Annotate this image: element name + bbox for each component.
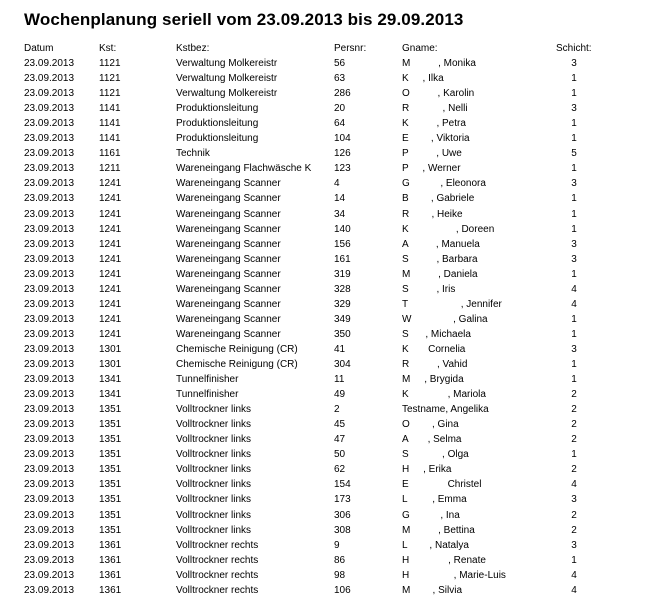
cell-schicht: 5 [571, 148, 577, 160]
cell-kstbez: Tunnelfinisher [176, 389, 239, 401]
table-row [0, 237, 650, 252]
cell-gname: K , Mariola [402, 389, 486, 401]
cell-datum: 23.09.2013 [24, 238, 75, 250]
table-row [0, 252, 650, 267]
cell-schicht: 3 [571, 238, 577, 250]
cell-gname: M , Bettina [402, 524, 475, 536]
cell-schicht: 4 [571, 283, 577, 295]
cell-schicht: 1 [571, 223, 577, 235]
cell-gname: W , Galina [402, 313, 488, 325]
cell-persnr: 56 [334, 58, 346, 69]
table-row [0, 432, 650, 447]
cell-schicht: 3 [571, 253, 577, 265]
cell-persnr: 123 [334, 163, 351, 175]
column-header-kstbez: Kstbez: [176, 43, 210, 54]
cell-gname: L , Emma [402, 494, 467, 506]
cell-kst: 1241 [99, 178, 122, 190]
cell-kstbez: Chemische Reinigung (CR) [176, 359, 298, 370]
cell-kst: 1241 [99, 328, 122, 340]
cell-kst: 1121 [99, 58, 121, 69]
cell-schicht: 2 [571, 464, 577, 476]
cell-datum: 23.09.2013 [24, 193, 75, 205]
cell-persnr: 304 [334, 359, 351, 370]
cell-kstbez: Wareneingang Scanner [176, 208, 281, 220]
cell-datum: 23.09.2013 [24, 569, 75, 581]
table-row [0, 161, 650, 176]
cell-datum: 23.09.2013 [24, 524, 75, 536]
cell-gname: K , Petra [402, 118, 466, 130]
cell-persnr: 11 [334, 374, 345, 386]
table-row [0, 191, 650, 206]
cell-gname: R , Vahid [402, 359, 468, 370]
cell-gname: L , Natalya [402, 539, 469, 551]
table-row [0, 222, 650, 237]
cell-kst: 1241 [99, 208, 122, 220]
cell-schicht: 3 [571, 178, 577, 190]
cell-persnr: 64 [334, 118, 346, 130]
table-row [0, 131, 650, 146]
cell-schicht: 2 [571, 434, 577, 446]
cell-kst: 1351 [99, 509, 122, 521]
cell-kst: 1141 [99, 133, 121, 145]
cell-kstbez: Wareneingang Scanner [176, 328, 281, 340]
cell-datum: 23.09.2013 [24, 298, 75, 310]
cell-kst: 1161 [99, 148, 121, 160]
cell-schicht: 3 [571, 343, 577, 355]
table-row [0, 267, 650, 282]
cell-schicht: 3 [571, 494, 577, 506]
cell-datum: 23.09.2013 [24, 223, 75, 235]
cell-datum: 23.09.2013 [24, 283, 75, 295]
table-row [0, 402, 650, 417]
cell-kstbez: Wareneingang Scanner [176, 178, 281, 190]
cell-schicht: 1 [571, 88, 577, 100]
cell-schicht: 1 [571, 374, 577, 386]
cell-persnr: 154 [334, 479, 351, 491]
cell-gname: A , Manuela [402, 238, 480, 250]
cell-gname: H , Erika [402, 464, 452, 476]
cell-datum: 23.09.2013 [24, 539, 75, 551]
cell-gname: T , Jennifer [402, 298, 502, 310]
cell-gname: M , Brygida [402, 374, 464, 386]
cell-persnr: 126 [334, 148, 351, 160]
cell-kst: 1351 [99, 404, 122, 416]
cell-datum: 23.09.2013 [24, 479, 75, 491]
cell-kstbez: Verwaltung Molkereistr [176, 73, 278, 85]
cell-gname: B , Gabriele [402, 193, 475, 205]
table-row [0, 357, 650, 372]
table-row [0, 523, 650, 538]
cell-gname: S , Barbara [402, 253, 478, 265]
table-row [0, 176, 650, 191]
cell-gname: H , Marie-Luis [402, 569, 506, 581]
cell-kst: 1351 [99, 419, 122, 431]
cell-kst: 1361 [99, 569, 122, 581]
table-row [0, 101, 650, 116]
cell-datum: 23.09.2013 [24, 464, 75, 476]
cell-kstbez: Volltrockner rechts [176, 539, 259, 551]
cell-gname: K , Doreen [402, 223, 495, 235]
cell-kstbez: Produktionsleitung [176, 118, 259, 130]
column-header-gname: Gname: [402, 43, 438, 54]
cell-persnr: 173 [334, 494, 351, 506]
table-row [0, 327, 650, 342]
cell-kstbez: Volltrockner rechts [176, 569, 259, 581]
cell-kst: 1121 [99, 73, 121, 85]
cell-datum: 23.09.2013 [24, 584, 75, 596]
cell-kst: 1141 [99, 118, 121, 130]
cell-kstbez: Wareneingang Scanner [176, 253, 281, 265]
table-row [0, 282, 650, 297]
table-row [0, 462, 650, 477]
table-header [0, 41, 650, 56]
cell-schicht: 2 [571, 404, 577, 416]
table-row [0, 207, 650, 222]
cell-gname: M , Monika [402, 58, 476, 69]
cell-kst: 1241 [99, 253, 122, 265]
cell-datum: 23.09.2013 [24, 148, 75, 160]
cell-kst: 1341 [99, 374, 122, 386]
cell-gname: S , Michaela [402, 328, 471, 340]
cell-datum: 23.09.2013 [24, 434, 75, 446]
table-row [0, 56, 650, 71]
column-header-schicht: Schicht: [556, 43, 592, 54]
cell-datum: 23.09.2013 [24, 58, 75, 69]
cell-gname: G , Eleonora [402, 178, 486, 190]
cell-kst: 1341 [99, 389, 122, 401]
cell-gname: G , Ina [402, 509, 460, 521]
table-row [0, 297, 650, 312]
cell-datum: 23.09.2013 [24, 359, 75, 370]
cell-datum: 23.09.2013 [24, 73, 75, 85]
table-row [0, 387, 650, 402]
cell-schicht: 3 [571, 103, 577, 115]
table-row [0, 372, 650, 387]
cell-kstbez: Volltrockner links [176, 494, 252, 506]
cell-datum: 23.09.2013 [24, 449, 75, 461]
table-row [0, 583, 650, 598]
cell-kstbez: Produktionsleitung [176, 133, 259, 145]
cell-datum: 23.09.2013 [24, 343, 75, 355]
cell-datum: 23.09.2013 [24, 404, 75, 416]
cell-persnr: 161 [334, 253, 351, 265]
cell-persnr: 328 [334, 283, 351, 295]
cell-persnr: 34 [334, 208, 346, 220]
cell-kstbez: Volltrockner links [176, 479, 252, 491]
column-header-persnr: Persnr: [334, 43, 367, 54]
cell-kstbez: Wareneingang Flachwäsche K [176, 163, 312, 175]
cell-gname: P , Werner [402, 163, 461, 175]
cell-kstbez: Volltrockner rechts [176, 554, 259, 566]
cell-persnr: 86 [334, 554, 346, 566]
column-header-kst: Kst: [99, 43, 117, 54]
cell-schicht: 2 [571, 509, 577, 521]
cell-persnr: 140 [334, 223, 351, 235]
cell-kst: 1141 [99, 103, 121, 115]
cell-persnr: 308 [334, 524, 351, 536]
cell-kstbez: Wareneingang Scanner [176, 313, 281, 325]
cell-persnr: 98 [334, 569, 346, 581]
cell-kstbez: Volltrockner links [176, 509, 252, 521]
cell-schicht: 1 [571, 73, 577, 85]
cell-datum: 23.09.2013 [24, 253, 75, 265]
cell-kstbez: Wareneingang Scanner [176, 193, 281, 205]
cell-schicht: 1 [571, 449, 577, 461]
table-row [0, 417, 650, 432]
cell-gname: M , Daniela [402, 268, 478, 280]
cell-persnr: 306 [334, 509, 351, 521]
cell-persnr: 2 [334, 404, 340, 416]
cell-gname: H , Renate [402, 554, 486, 566]
cell-schicht: 4 [571, 584, 577, 596]
cell-schicht: 1 [571, 118, 577, 130]
cell-kstbez: Volltrockner links [176, 404, 252, 416]
cell-persnr: 63 [334, 73, 346, 85]
cell-persnr: 9 [334, 539, 340, 551]
cell-datum: 23.09.2013 [24, 208, 75, 220]
cell-schicht: 4 [571, 298, 577, 310]
cell-datum: 23.09.2013 [24, 163, 75, 175]
table-row [0, 116, 650, 131]
cell-kst: 1241 [99, 283, 122, 295]
cell-persnr: 349 [334, 313, 351, 325]
cell-kst: 1211 [99, 163, 121, 175]
table-row [0, 492, 650, 507]
cell-datum: 23.09.2013 [24, 509, 75, 521]
cell-kst: 1351 [99, 434, 122, 446]
cell-schicht: 1 [571, 554, 577, 566]
table-row [0, 553, 650, 568]
cell-gname: S , Iris [402, 283, 456, 295]
cell-kstbez: Volltrockner links [176, 449, 252, 461]
cell-kst: 1241 [99, 268, 122, 280]
cell-persnr: 350 [334, 328, 351, 340]
table-row [0, 568, 650, 583]
cell-kstbez: Wareneingang Scanner [176, 298, 281, 310]
cell-kstbez: Produktionsleitung [176, 103, 259, 115]
table-row [0, 538, 650, 553]
cell-gname: O , Gina [402, 419, 459, 431]
cell-datum: 23.09.2013 [24, 103, 75, 115]
cell-gname: E Christel [402, 479, 482, 491]
cell-datum: 23.09.2013 [24, 374, 75, 386]
cell-kstbez: Volltrockner links [176, 434, 252, 446]
cell-kstbez: Verwaltung Molkereistr [176, 88, 278, 100]
cell-kstbez: Wareneingang Scanner [176, 268, 281, 280]
cell-persnr: 106 [334, 584, 351, 596]
cell-kst: 1241 [99, 313, 122, 325]
cell-datum: 23.09.2013 [24, 268, 75, 280]
cell-kst: 1241 [99, 238, 122, 250]
table-row [0, 71, 650, 86]
cell-persnr: 20 [334, 103, 346, 115]
cell-gname: Testname, Angelika [402, 404, 489, 416]
cell-kstbez: Verwaltung Molkereistr [176, 58, 278, 69]
table-row [0, 342, 650, 357]
cell-gname: K Cornelia [402, 343, 466, 355]
cell-datum: 23.09.2013 [24, 133, 75, 145]
cell-kst: 1351 [99, 479, 122, 491]
cell-gname: E , Viktoria [402, 133, 470, 145]
cell-persnr: 329 [334, 298, 351, 310]
column-header-datum: Datum [24, 43, 54, 54]
table-row [0, 508, 650, 523]
cell-kst: 1241 [99, 223, 122, 235]
table-row [0, 146, 650, 161]
cell-kstbez: Tunnelfinisher [176, 374, 239, 386]
cell-gname: O , Karolin [402, 88, 475, 100]
cell-kstbez: Wareneingang Scanner [176, 283, 281, 295]
cell-schicht: 1 [571, 328, 577, 340]
cell-schicht: 1 [571, 193, 577, 205]
cell-kstbez: Wareneingang Scanner [176, 223, 281, 235]
cell-schicht: 4 [571, 479, 577, 491]
cell-kst: 1241 [99, 298, 122, 310]
cell-datum: 23.09.2013 [24, 419, 75, 431]
cell-kstbez: Volltrockner rechts [176, 584, 259, 596]
cell-persnr: 14 [334, 193, 346, 205]
cell-gname: R , Heike [402, 208, 463, 220]
cell-kst: 1361 [99, 584, 122, 596]
cell-kst: 1351 [99, 449, 122, 461]
cell-schicht: 1 [571, 163, 577, 175]
cell-gname: S , Olga [402, 449, 469, 461]
cell-schicht: 2 [571, 524, 577, 536]
cell-datum: 23.09.2013 [24, 313, 75, 325]
cell-kst: 1361 [99, 554, 122, 566]
cell-persnr: 156 [334, 238, 351, 250]
cell-kst: 1241 [99, 193, 122, 205]
cell-schicht: 2 [571, 419, 577, 431]
cell-kst: 1301 [99, 359, 122, 370]
cell-persnr: 319 [334, 268, 351, 280]
table-row [0, 312, 650, 327]
cell-gname: M , Silvia [402, 584, 463, 596]
cell-schicht: 1 [571, 313, 577, 325]
cell-kstbez: Chemische Reinigung (CR) [176, 343, 298, 355]
cell-schicht: 3 [571, 58, 577, 69]
cell-schicht: 1 [571, 208, 577, 220]
cell-gname: P , Uwe [402, 148, 462, 160]
cell-persnr: 41 [334, 343, 346, 355]
cell-kst: 1351 [99, 494, 122, 506]
cell-persnr: 286 [334, 88, 351, 100]
cell-schicht: 1 [571, 359, 577, 370]
cell-kstbez: Volltrockner links [176, 464, 252, 476]
table-row [0, 447, 650, 462]
cell-kstbez: Technik [176, 148, 210, 160]
cell-persnr: 47 [334, 434, 346, 446]
cell-kst: 1351 [99, 464, 122, 476]
cell-schicht: 1 [571, 268, 577, 280]
cell-gname: K , Ilka [402, 73, 444, 85]
cell-persnr: 45 [334, 419, 346, 431]
cell-datum: 23.09.2013 [24, 88, 75, 100]
cell-datum: 23.09.2013 [24, 118, 75, 130]
cell-kst: 1301 [99, 343, 122, 355]
cell-datum: 23.09.2013 [24, 389, 75, 401]
cell-datum: 23.09.2013 [24, 494, 75, 506]
cell-kstbez: Volltrockner links [176, 524, 252, 536]
cell-gname: R , Nelli [402, 103, 468, 115]
cell-datum: 23.09.2013 [24, 328, 75, 340]
table-row [0, 86, 650, 101]
cell-datum: 23.09.2013 [24, 554, 75, 566]
cell-persnr: 50 [334, 449, 346, 461]
cell-schicht: 3 [571, 539, 577, 551]
cell-schicht: 1 [571, 133, 577, 145]
cell-persnr: 104 [334, 133, 351, 145]
cell-persnr: 62 [334, 464, 346, 476]
cell-datum: 23.09.2013 [24, 178, 75, 190]
table-row [0, 477, 650, 492]
cell-kstbez: Wareneingang Scanner [176, 238, 281, 250]
cell-kst: 1121 [99, 88, 121, 100]
cell-schicht: 4 [571, 569, 577, 581]
cell-kst: 1351 [99, 524, 122, 536]
cell-kst: 1361 [99, 539, 122, 551]
cell-gname: A , Selma [402, 434, 462, 446]
cell-persnr: 4 [334, 178, 340, 190]
cell-schicht: 2 [571, 389, 577, 401]
cell-persnr: 49 [334, 389, 346, 401]
cell-kstbez: Volltrockner links [176, 419, 252, 431]
page-title: Wochenplanung seriell vom 23.09.2013 bis 29.09.2013 [24, 10, 464, 29]
